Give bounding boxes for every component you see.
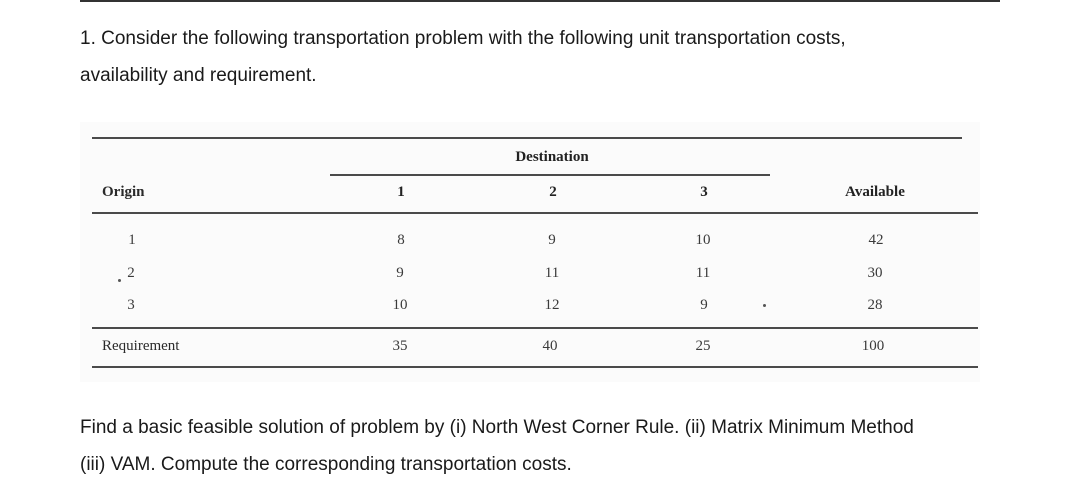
requirement-top-rule — [92, 327, 978, 329]
intro-line-2: availability and requirement. — [80, 65, 317, 86]
cost-1-3: 10 — [695, 232, 711, 248]
origin-1-label: 1 — [128, 232, 136, 248]
table-bottom-rule — [92, 366, 978, 368]
cost-2-1: 9 — [396, 265, 404, 281]
intro-line-1: 1. Consider the following transportation problem with the following unit transportation costs, — [80, 28, 846, 49]
requirement-label: Requirement — [102, 338, 180, 354]
cost-2-3: 11 — [695, 265, 711, 281]
available-1: 42 — [868, 232, 884, 248]
cost-1-1: 8 — [397, 232, 405, 248]
destination-1-header: 1 — [397, 184, 405, 200]
requirement-2: 40 — [542, 338, 558, 354]
origin-3-label: 3 — [127, 297, 135, 313]
requirement-3: 25 — [695, 338, 711, 354]
cost-3-3: 9 — [700, 297, 708, 313]
origin-header: Origin — [102, 184, 145, 200]
task-line-1: Find a basic feasible solution of problem by (i) North West Corner Rule. (ii) Matrix Minimum Method — [80, 417, 914, 438]
total-supply-demand: 100 — [861, 338, 885, 354]
available-header: Available — [845, 184, 905, 200]
transportation-table — [80, 122, 980, 382]
destination-header: Destination — [515, 149, 589, 165]
stray-mark — [763, 304, 766, 307]
question-task — [80, 409, 1020, 480]
origin-2-label: 2 — [127, 265, 135, 281]
question-intro — [80, 20, 1000, 94]
available-2: 30 — [867, 265, 883, 281]
destination-2-header: 2 — [549, 184, 557, 200]
header-bottom-rule — [92, 212, 978, 214]
destination-3-header: 3 — [700, 184, 708, 200]
requirement-1: 35 — [392, 338, 408, 354]
table-top-rule — [92, 137, 962, 139]
top-divider — [80, 0, 1000, 2]
cost-1-2: 9 — [548, 232, 556, 248]
task-line-2: (iii) VAM. Compute the corresponding transportation costs. — [80, 454, 572, 475]
cost-2-2: 11 — [544, 265, 560, 281]
available-3: 28 — [867, 297, 883, 313]
cost-3-2: 12 — [544, 297, 560, 313]
destination-underline — [330, 174, 770, 176]
cost-3-1: 10 — [392, 297, 408, 313]
